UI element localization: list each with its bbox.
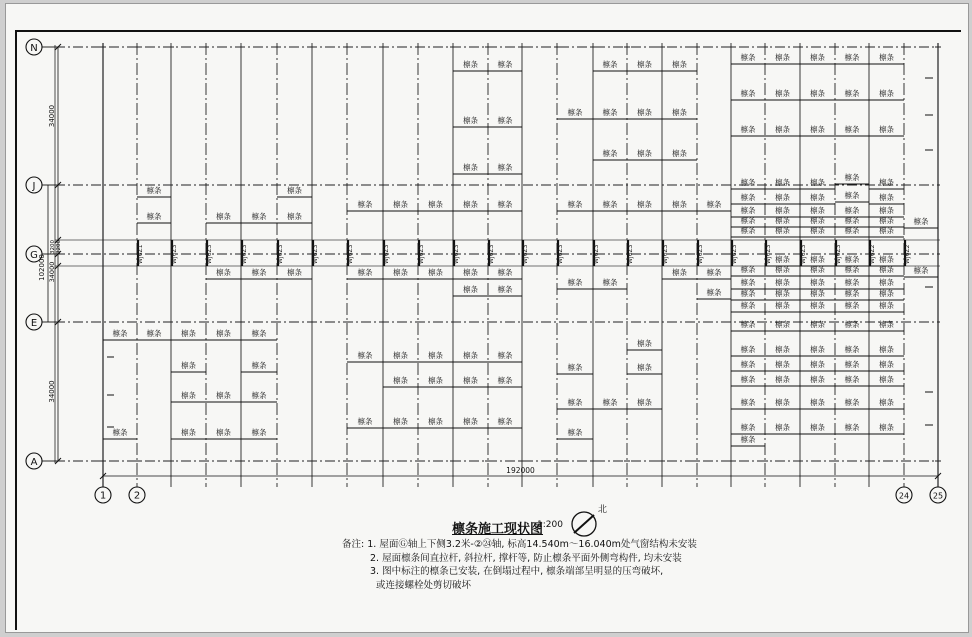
purlin-label: 檩条	[428, 200, 443, 209]
purlin-label: 檩条	[637, 149, 652, 158]
purlin-label: 檩条	[181, 361, 196, 370]
purlin-label: 檩条	[357, 200, 373, 209]
purlin-label: 檩条	[672, 268, 687, 277]
purlin-label: 檩条	[775, 216, 790, 225]
purlin-label: 檩条	[672, 200, 687, 209]
dim-text: 34000	[48, 104, 56, 128]
purlin-label: 檩条	[913, 217, 929, 226]
purlin-label: 檩条	[879, 345, 894, 354]
purlin-label: 檩条	[251, 212, 267, 221]
purlin-label: 檩条	[602, 108, 618, 117]
purlin-label: 檩条	[775, 289, 790, 298]
purlin-label: 檩条	[740, 345, 756, 354]
purlin-label: 檩条	[810, 375, 825, 384]
purlin-label: 檩条	[428, 351, 443, 360]
purlin-label: 檩条	[810, 345, 825, 354]
purlin-label: 檩条	[879, 53, 894, 62]
purlin-label: 檩条	[357, 268, 373, 277]
purlin-label: 檩条	[463, 268, 478, 277]
purlin-label: 檩条	[844, 320, 860, 329]
purlin-label: 檩条	[879, 206, 894, 215]
purlin-label: 檩条	[879, 375, 894, 384]
purlin-label: 檩条	[497, 351, 513, 360]
purlin-label: 檩条	[775, 178, 790, 187]
purlin-label: 檩条	[637, 398, 652, 407]
purlin-label: 檩条	[810, 320, 825, 329]
purlin-label: 檩条	[775, 301, 790, 310]
purlin-label: 檩条	[879, 265, 894, 274]
purlin-label: 檩条	[879, 125, 894, 134]
purlin-label: 檩条	[706, 288, 722, 297]
purlin-label: 檩条	[879, 423, 894, 432]
purlin-label: 檩条	[775, 375, 790, 384]
purlin-label: 檩条	[810, 398, 825, 407]
axis-label: A	[30, 457, 38, 468]
purlin-label: 檩条	[879, 360, 894, 369]
purlin-label: 檩条	[181, 329, 196, 338]
purlin-label: 檩条	[844, 265, 860, 274]
purlin-label: 檩条	[775, 320, 790, 329]
purlin-label: 檩条	[844, 289, 860, 298]
purlin-label: 檩条	[357, 417, 373, 426]
note-item: 1. 屋面Ⓖ轴上下侧3.2米-②㉔轴, 标高14.540m～16.040m处气窗结构未安装	[367, 539, 697, 550]
purlin-label: 檩条	[775, 398, 790, 407]
purlin-label: 檩条	[810, 265, 825, 274]
purlin-label: 檩条	[463, 285, 478, 294]
dim-text: 192000	[506, 466, 535, 475]
axis-label: 24	[898, 491, 910, 501]
purlin-label: 檩条	[393, 268, 408, 277]
purlin-label: 檩条	[810, 216, 825, 225]
purlin-label: 檩条	[740, 360, 756, 369]
axis-bubbles	[26, 39, 946, 503]
purlin-label: 檩条	[879, 89, 894, 98]
purlin-label: 檩条	[740, 265, 756, 274]
axis-label: 1	[99, 490, 107, 502]
purlin-label: 檩条	[879, 301, 894, 310]
purlin-label: 檩条	[913, 266, 929, 275]
truss-code: WJ6Z3	[312, 244, 319, 264]
purlin-label: 檩条	[740, 216, 756, 225]
purlin-label: 檩条	[844, 278, 860, 287]
purlin-label: 檩条	[602, 149, 618, 158]
purlin-label: 檩条	[879, 320, 894, 329]
purlin-label: 檩条	[112, 428, 128, 437]
purlin-label: 檩条	[497, 268, 513, 277]
purlin-label: 檩条	[740, 375, 756, 384]
purlin-label: 檩条	[844, 345, 860, 354]
purlin-label: 檩条	[428, 268, 443, 277]
purlin-label: 檩条	[393, 417, 408, 426]
truss-code: WJ6Z3	[418, 244, 425, 264]
purlin-label: 檩条	[216, 391, 231, 400]
truss-code: WJ6Z3	[765, 244, 772, 264]
purlin-label: 檩条	[740, 89, 756, 98]
purlin-label: 檩条	[810, 89, 825, 98]
purlin-label: 檩条	[810, 206, 825, 215]
purlin-label: 檩条	[879, 278, 894, 287]
purlin-label: 檩条	[879, 193, 894, 202]
purlin-label: 檩条	[879, 398, 894, 407]
truss-code: WJ6Z3	[277, 244, 284, 264]
purlin-label: 檩条	[497, 60, 513, 69]
purlin-label: 檩条	[706, 200, 722, 209]
purlin-label: 檩条	[740, 178, 756, 187]
purlin-label: 檩条	[844, 398, 860, 407]
purlin-label: 檩条	[810, 178, 825, 187]
purlin-label: 檩条	[810, 255, 825, 264]
truss-code: WJ6Z3	[627, 244, 634, 264]
purlin-label: 檩条	[775, 193, 790, 202]
truss-code: WJ6Z3	[731, 244, 738, 264]
truss-code: WJ6Z3	[241, 244, 248, 264]
notes	[342, 538, 697, 592]
purlin-label: 檩条	[428, 417, 443, 426]
purlin-label: 檩条	[810, 360, 825, 369]
purlin-label: 檩条	[810, 193, 825, 202]
purlin-label: 檩条	[251, 329, 267, 338]
axis-label: N	[30, 43, 38, 54]
purlin-label: 檩条	[740, 53, 756, 62]
purlin-label: 檩条	[775, 423, 790, 432]
truss-code: WJ6Z3	[522, 244, 529, 264]
purlin-label: 檩条	[567, 363, 583, 372]
purlin-label: 檩条	[216, 212, 231, 221]
purlin-label: 檩条	[672, 149, 687, 158]
purlin-label: 檩条	[637, 200, 652, 209]
purlin-label: 檩条	[740, 193, 756, 202]
purlin-label: 檩条	[497, 376, 513, 385]
purlin-label: 檩条	[602, 60, 618, 69]
purlin-label: 檩条	[567, 108, 583, 117]
truss-code: WJ6Z3	[453, 244, 460, 264]
purlin-label: 檩条	[463, 116, 478, 125]
purlin-label: 檩条	[844, 360, 860, 369]
truss-code: WJ6Z3	[662, 244, 669, 264]
north-label: 北	[598, 505, 608, 515]
purlin-label: 檩条	[497, 116, 513, 125]
purlin-label: 檩条	[810, 278, 825, 287]
purlin-label: 檩条	[393, 200, 408, 209]
purlin-label: 檩条	[497, 163, 513, 172]
note-item: 或连接螺栓处剪切破坏	[376, 579, 472, 591]
purlin-label: 檩条	[146, 329, 162, 338]
purlin-label: 檩条	[740, 398, 756, 407]
purlin-label: 檩条	[844, 226, 860, 235]
truss-code: WJ6Z2	[869, 244, 876, 264]
purlin-label: 檩条	[740, 301, 756, 310]
purlin-label: 檩条	[879, 226, 894, 235]
axis-label: G	[30, 250, 38, 261]
purlin-label: 檩条	[146, 186, 162, 195]
purlins	[103, 52, 938, 446]
purlin-label: 檩条	[393, 351, 408, 360]
purlin-label: 檩条	[216, 428, 231, 437]
purlin-label: 檩条	[740, 206, 756, 215]
purlin-label: 檩条	[844, 301, 860, 310]
note-item: 3. 图中标注的檩条已安装, 在倒塌过程中, 檩条端部呈明显的压弯破坏,	[370, 566, 664, 577]
purlin-label: 檩条	[287, 212, 302, 221]
purlin-label: 檩条	[810, 125, 825, 134]
purlin-label: 檩条	[567, 200, 583, 209]
dim-text: 34000	[48, 261, 56, 283]
purlin-label: 檩条	[844, 53, 860, 62]
purlin-label: 檩条	[637, 108, 652, 117]
purlin-label: 檩条	[463, 376, 478, 385]
purlin-label: 檩条	[775, 360, 790, 369]
purlin-label: 檩条	[740, 289, 756, 298]
truss-code: WJ6Z3	[171, 244, 178, 264]
purlin-label: 檩条	[251, 361, 267, 370]
truss-code: WJ6Z3	[488, 244, 495, 264]
purlin-label: 檩条	[810, 301, 825, 310]
purlin-label: 檩条	[393, 376, 408, 385]
purlin-label: 檩条	[844, 191, 860, 200]
purlin-label: 檩条	[637, 363, 652, 372]
truss-code: WJ6Z3	[347, 244, 354, 264]
purlin-label: 檩条	[463, 60, 478, 69]
purlin-label: 檩条	[844, 206, 860, 215]
purlin-label: 檩条	[287, 186, 302, 195]
truss-code: WJ6Z3	[697, 244, 704, 264]
purlin-label: 檩条	[672, 108, 687, 117]
truss-code: WJ6Z3	[835, 244, 842, 264]
purlin-label: 檩条	[567, 428, 583, 437]
purlin-label: 檩条	[844, 173, 860, 182]
purlin-label: 檩条	[844, 125, 860, 134]
axis-label: 25	[932, 491, 944, 501]
purlin-label: 檩条	[810, 423, 825, 432]
purlin-label: 檩条	[775, 265, 790, 274]
purlin-label: 檩条	[672, 60, 687, 69]
truss-code: WJ6Z3	[800, 244, 807, 264]
purlin-label: 檩条	[775, 255, 790, 264]
truss-code: WJ6Z1	[137, 244, 144, 264]
purlin-label: 檩条	[775, 206, 790, 215]
purlin-label: 檩条	[775, 53, 790, 62]
purlin-label: 檩条	[251, 268, 267, 277]
purlin-label: 檩条	[216, 329, 231, 338]
purlin-label: 檩条	[602, 398, 618, 407]
purlin-label: 檩条	[775, 345, 790, 354]
purlin-label: 檩条	[740, 125, 756, 134]
purlin-label: 檩条	[602, 278, 618, 287]
purlin-label: 檩条	[497, 200, 513, 209]
purlin-label: 檩条	[844, 255, 860, 264]
axis-label: E	[30, 318, 38, 329]
purlin-label: 檩条	[706, 268, 722, 277]
purlin-label: 檩条	[463, 417, 478, 426]
purlin-label: 檩条	[740, 278, 756, 287]
purlin-label: 檩条	[602, 200, 618, 209]
truss-code: WJ6Z2	[904, 244, 911, 264]
purlin-label: 檩条	[112, 329, 128, 338]
purlin-label: 檩条	[775, 89, 790, 98]
purlin-label: 檩条	[567, 278, 583, 287]
purlin-label: 檩条	[775, 226, 790, 235]
note-item: 2. 屋面檩条间直拉杆, 斜拉杆, 撑杆等, 防止檩条平面外侧弯构件, 均未安装	[370, 552, 682, 564]
dim-text: 3200	[50, 240, 56, 254]
purlin-label: 檩条	[775, 278, 790, 287]
drawing-scale: 1:200	[537, 520, 563, 530]
purlin-label: 檩条	[879, 255, 894, 264]
purlin-label: 檩条	[497, 285, 513, 294]
notes-heading: 备注:	[342, 539, 365, 550]
purlin-label: 檩条	[879, 178, 894, 187]
purlin-label: 檩条	[497, 417, 513, 426]
purlin-label: 檩条	[428, 376, 443, 385]
truss-code: WJ6Z3	[557, 244, 564, 264]
purlin-label: 檩条	[844, 89, 860, 98]
purlin-label: 檩条	[810, 53, 825, 62]
purlin-label: 檩条	[287, 268, 302, 277]
purlin-label: 檩条	[463, 351, 478, 360]
truss-code: WJ6Z3	[593, 244, 600, 264]
purlin-label: 檩条	[181, 391, 196, 400]
purlin-label: 檩条	[146, 212, 162, 221]
truss-code: WJ6Z3	[206, 244, 213, 264]
purlin-label: 檩条	[844, 216, 860, 225]
purlin-label: 檩条	[740, 435, 756, 444]
purlin-label: 檩条	[844, 375, 860, 384]
purlin-label: 檩条	[740, 423, 756, 432]
purlin-label: 檩条	[775, 125, 790, 134]
axis-label: J	[32, 181, 36, 192]
purlin-label: 檩条	[637, 339, 652, 348]
purlin-label: 檩条	[463, 163, 478, 172]
purlin-label: 檩条	[567, 398, 583, 407]
purlin-label: 檩条	[181, 428, 196, 437]
purlin-label: 檩条	[216, 268, 231, 277]
dim-text: 34000	[48, 380, 56, 403]
axis-label: 2	[133, 490, 141, 502]
purlin-label: 檩条	[844, 423, 860, 432]
drawing-title: 檩条施工现状图	[452, 522, 544, 537]
purlin-label: 檩条	[740, 226, 756, 235]
purlin-label: 檩条	[251, 428, 267, 437]
purlin-label: 檩条	[637, 60, 652, 69]
north-arrow	[572, 503, 607, 536]
dim-text: 3200	[56, 240, 62, 254]
purlin-label: 檩条	[879, 216, 894, 225]
purlin-label: 檩条	[251, 391, 267, 400]
purlin-label: 檩条	[810, 226, 825, 235]
truss-code: WJ6Z3	[383, 244, 390, 264]
dim-text: 102000	[38, 254, 46, 281]
purlin-label: 檩条	[463, 200, 478, 209]
purlin-label: 檩条	[810, 289, 825, 298]
purlin-label: 檩条	[740, 320, 756, 329]
purlin-label: 檩条	[357, 351, 373, 360]
purlin-label: 檩条	[879, 289, 894, 298]
